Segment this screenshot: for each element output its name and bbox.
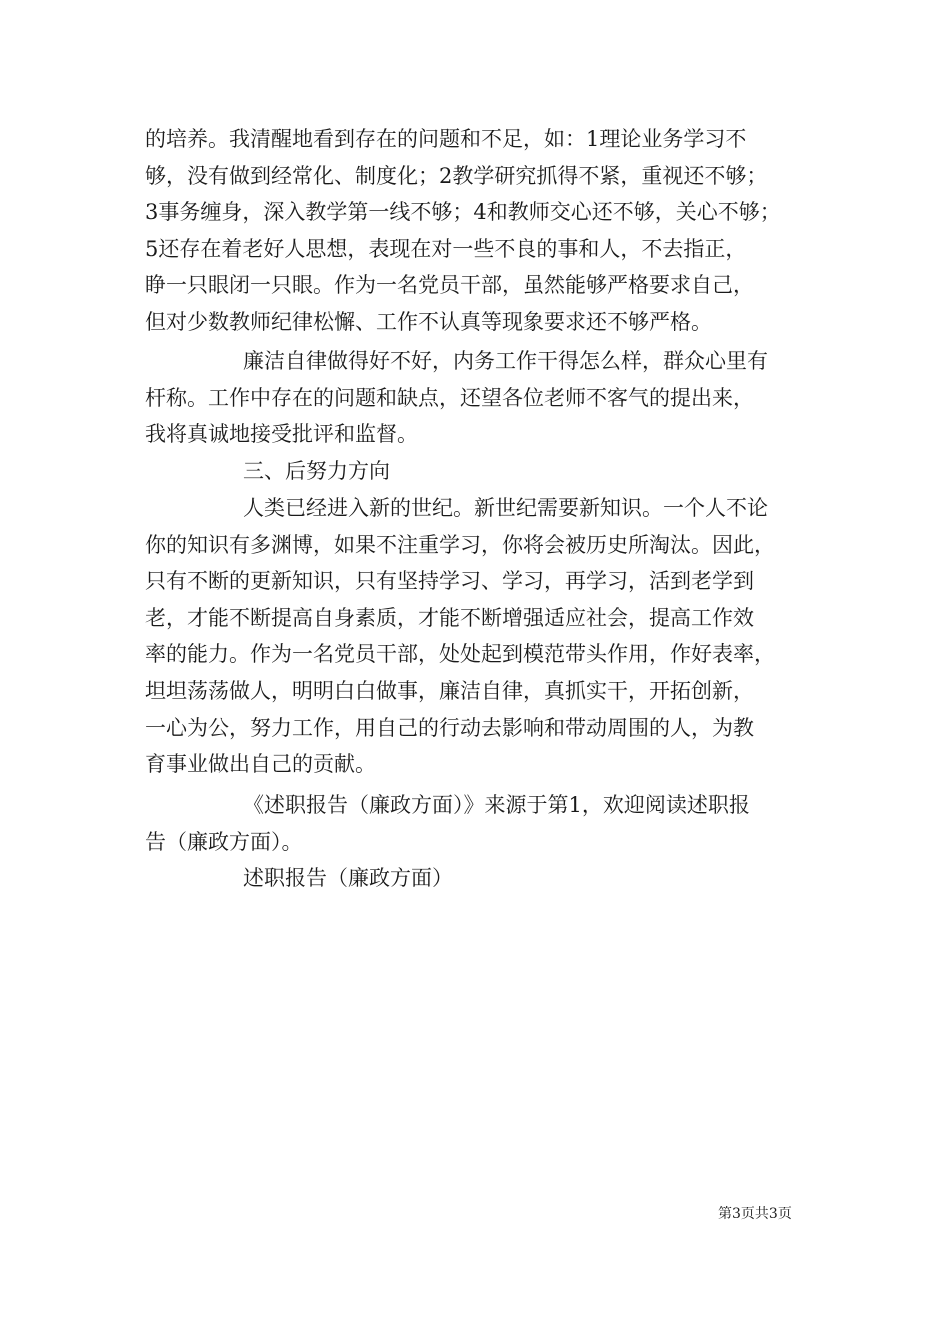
paragraph-source-note [145,787,835,860]
paragraph-line: 够，没有做到经常化、制度化；2教学研究抓得不紧，重视还不够； [145,163,768,188]
paragraph-line: 睁一只眼闭一只眼。作为一名党员干部，虽然能够严格要求自己， [145,273,754,298]
section-heading-text: 三、后努力方向 [243,459,390,483]
paragraph-line: 老，才能不断提高自身素质，才能不断增强适应社会，提高工作效 [145,605,754,630]
paragraph-line: 《述职报告（廉政方面）》来源于第1，欢迎阅读述职报 [243,793,750,817]
paragraph-line: 告（廉政方面）。 [145,829,303,854]
paragraph-line: 一心为公，努力工作，用自己的行动去影响和带动周围的人，为教 [145,715,754,740]
paragraph-line: 3事务缠身，深入教学第一线不够；4和教师交心还不够，关心不够； [145,200,781,225]
paragraph-line: 只有不断的更新知识，只有坚持学习、学习，再学习，活到老学到 [145,569,754,594]
paragraph-line: 的培养。我清醒地看到存在的问题和不足，如：1理论业务学习不 [145,127,747,151]
paragraph-problems [145,121,835,341]
paragraph-line: 我将真诚地接受批评和监督。 [145,422,418,447]
paragraph-line: 廉洁自律做得好不好，内务工作干得怎么样，群众心里有 [243,349,768,373]
paragraph-line: 育事业做出自己的贡献。 [145,752,376,777]
document-title-repeat [145,860,835,897]
paragraph-line: 但对少数教师纪律松懈、工作不认真等现象要求还不够严格。 [145,309,712,334]
page-number-footer: 第3页共3页 [718,1206,792,1222]
paragraph-integrity [145,343,835,453]
paragraph-line: 5还存在着老好人思想，表现在对一些不良的事和人，不去指正， [145,236,747,261]
paragraph-line: 率的能力。作为一名党员干部，处处起到模范带头作用，作好表率， [145,642,775,667]
section-heading [145,453,835,490]
paragraph-direction [145,490,835,783]
paragraph-line: 述职报告（廉政方面） [243,866,453,890]
paragraph-line: 人类已经进入新的世纪。新世纪需要新知识。一个人不论 [243,496,768,520]
paragraph-line: 坦坦荡荡做人，明明白白做事，廉洁自律，真抓实干，开拓创新， [145,678,754,703]
paragraph-line: 你的知识有多渊博，如果不注重学习，你将会被历史所淘汰。因此， [145,532,775,557]
paragraph-line: 杆称。工作中存在的问题和缺点，还望各位老师不客气的提出来， [145,385,754,410]
